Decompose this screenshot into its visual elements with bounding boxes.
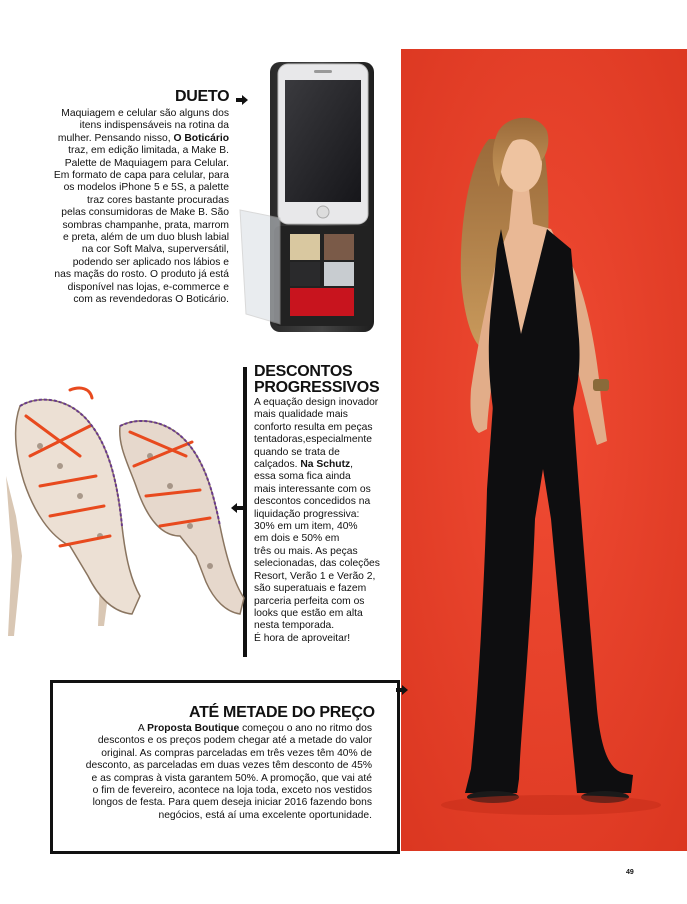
dueto-line: itens indispensáveis na rotina da (79, 120, 229, 132)
arrow-right-icon (396, 682, 408, 692)
desc-line: conforto resulta em peças (254, 421, 373, 433)
page-number: 49 (626, 869, 634, 876)
dueto-line: podendo ser aplicado nos lábios e (72, 256, 229, 268)
dueto-body (50, 108, 229, 307)
desc-line: liquidação progressiva: (254, 508, 360, 520)
desc-line: quando se trata de (254, 446, 340, 458)
brand-proposta: Proposta Boutique (147, 723, 240, 734)
dueto-line: e preta, além de um duo blush labial (63, 232, 229, 244)
dueto-line: sombras champanhe, prata, marrom (62, 219, 229, 231)
dueto-line: na cor Soft Malva, superversátil, (81, 244, 229, 256)
phone-palette-image (236, 58, 376, 336)
desc-line: mais interessante com os (254, 483, 371, 495)
desc-line: 30% em um item, 40% (254, 521, 358, 533)
ate-line: desconto, as parceladas em duas vezes têm desconto de 45% (85, 760, 372, 772)
dueto-line: mulher. Pensando nisso, O Boticário (57, 132, 229, 144)
dueto-line: pelas consumidoras de Make B. São (61, 207, 229, 219)
desc-line: É hora de aproveitar! (254, 632, 351, 644)
desc-line: Resort, Verão 1 e Verão 2, (254, 570, 376, 582)
ate-line: e as compras à vista garantem 50%. A promoção, que vai até (91, 772, 372, 784)
desc-line: três ou mais. As peças (254, 545, 358, 557)
sandals-image (0, 386, 246, 646)
dueto-line: Em formato de capa para celular, para (53, 170, 229, 182)
desc-line: nesta temporada. (254, 620, 335, 632)
desc-line: são superatuais e fazem (254, 583, 367, 595)
ate-line: negócios, está aí uma excelente oportunidade. (158, 809, 372, 821)
ate-metade-heading: ATÉ METADE DO PREÇO (189, 704, 375, 721)
model-photo (401, 49, 687, 851)
desc-line: essa soma fica ainda (254, 471, 351, 483)
brand-schutz: Na Schutz (300, 459, 351, 471)
ate-line: original. As compras parceladas em três vezes têm 40% de (101, 747, 372, 759)
desc-line: tentadoras,especialmente (254, 434, 372, 446)
desc-line: descontos concedidos na (254, 496, 371, 508)
desc-line: selecionadas, das coleções (254, 558, 380, 570)
ate-line: descontos e os preços podem chegar até a metade do valor (97, 735, 372, 747)
ate-line: A Proposta Boutique começou o ano no ritmo dos (137, 723, 372, 734)
ate-metade-body (62, 723, 372, 822)
dueto-line: traz, em edição limitada, a Make B. (68, 145, 229, 157)
descontos-heading: DESCONTOS PROGRESSIVOS (254, 363, 380, 396)
desc-line: calçados. Na Schutz, (254, 459, 354, 471)
dueto-line: nas maçãs do rosto. O produto já está (54, 269, 229, 281)
dueto-line: disponível nas lojas, e-commerce e (67, 281, 229, 293)
ate-line: longos de festa. Para quem deseja iniciar 2016 fazendo bons (92, 797, 372, 809)
dueto-line: Palette de Maquiagem para Celular. (64, 157, 229, 169)
desc-line: parceria perfeita com os (254, 595, 365, 607)
dueto-line: os modelos iPhone 5 e 5S, a palette (63, 182, 229, 194)
descontos-body (254, 397, 392, 645)
desc-line: looks que estão em alta (254, 607, 363, 619)
dueto-line: com as revendedoras O Boticário. (73, 294, 229, 306)
brand-boticario: O Boticário (173, 132, 229, 144)
desc-line: mais qualidade mais (254, 409, 348, 421)
dueto-line: traz cores bastante procuradas (87, 194, 229, 206)
desc-line: A equação design inovador (254, 397, 379, 408)
ate-line: o fim de fevereiro, acontece na loja toda, exceto nos vestidos (92, 785, 372, 797)
dueto-heading: DUETO (175, 88, 230, 105)
desc-line: em dois e 50% em (254, 533, 340, 545)
dueto-line: Maquiagem e celular são alguns dos (61, 108, 229, 119)
